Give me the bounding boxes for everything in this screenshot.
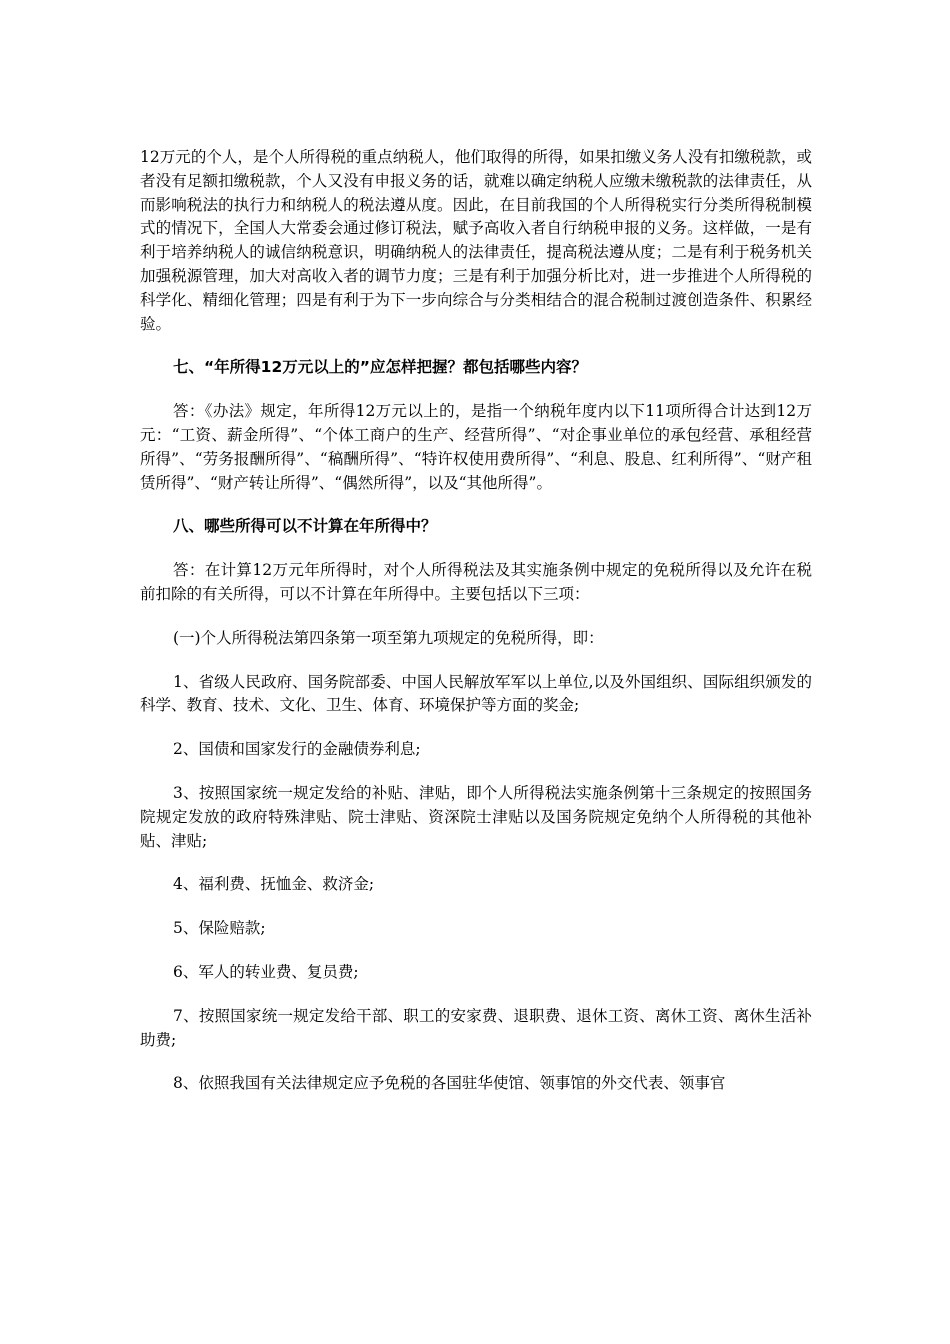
list-item: 5、保险赔款;	[173, 919, 266, 938]
section-8-heading: 八、哪些所得可以不计算在年所得中？	[173, 517, 437, 536]
list-item: 2、国债和国家发行的金融债券利息;	[173, 740, 421, 759]
list-item: 4、福利费、抚恤金、救济金;	[173, 875, 375, 894]
document-body	[140, 146, 812, 1116]
section-7-answer: 答：《办法》规定，年所得12万元以上的，是指一个纳税年度内以下11项所得合计达到12万元：“工资、薪金所得”、“个体工商户的生产、经营所得”、“对企事业单位的承包经营、承租经营所得”、“劳务报酬所得”、“稿酬所得”、“特许权使用费所得”、“利息、股息、红利所得”、“财产租赁所得”、“财产转让所得”、“偶然所得”，以及“其他所得”。	[140, 402, 812, 492]
list-item: 3、按照国家统一规定发给的补贴、津贴，即个人所得税法实施条例第十三条规定的按照国务院规定发放的政府特殊津贴、院士津贴、资深院士津贴以及国务院规定免纳个人所得税的其他补贴、津贴;	[140, 783, 812, 850]
section-8-answer: 答：在计算12万元年所得时，对个人所得税法及其实施条例中规定的免税所得以及允许在税前扣除的有关所得，可以不计算在年所得中。主要包括以下三项：	[140, 561, 812, 603]
intro-paragraph: 12万元的个人，是个人所得税的重点纳税人，他们取得的所得，如果扣缴义务人没有扣缴税款，或者没有足额扣缴税款，个人又没有申报义务的话，就难以确定纳税人应缴未缴税款的法律责任，从而影响税法的执行力和纳税人的税法遵从度。因此，在目前我国的个人所得税实行分类所得税制模式的情况下，全国人大常委会通过修订税法，赋予高收入者自行纳税申报的义务。这样做，一是有利于培养纳税人的诚信纳税意识，明确纳税人的法律责任，提高税法遵从度；二是有利于税务机关加强税源管理，加大对高收入者的调节力度；三是有利于加强分析比对，进一步推进个人所得税的科学化、精细化管理；四是有利于为下一步向综合与分类相结合的混合税制过渡创造条件、积累经验。	[140, 148, 812, 333]
list-item: 6、军人的转业费、复员费;	[173, 962, 359, 981]
list-item: 8、依照我国有关法律规定应予免税的各国驻华使馆、领事馆的外交代表、领事官	[173, 1074, 726, 1093]
section-8-subheading: (一)个人所得税法第四条第一项至第九项规定的免税所得，即：	[173, 628, 604, 647]
list-item: 7、按照国家统一规定发给干部、职工的安家费、退职费、退休工资、离休工资、离休生活补助费;	[140, 1006, 812, 1049]
section-7-heading: 七、“年所得12万元以上的”应怎样把握？都包括哪些内容？	[173, 358, 587, 377]
list-item: 1、省级人民政府、国务院部委、中国人民解放军军以上单位,以及外国组织、国际组织颁发的科学、教育、技术、文化、卫生、体育、环境保护等方面的奖金;	[140, 672, 812, 715]
